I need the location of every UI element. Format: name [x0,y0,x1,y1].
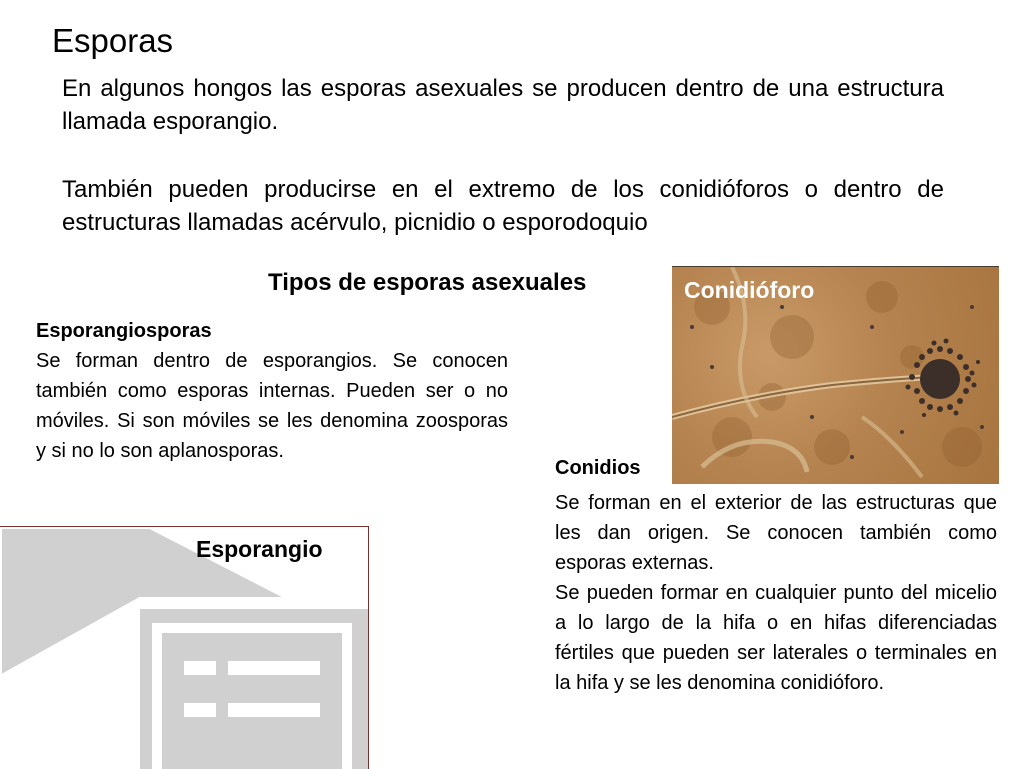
conidios-body [555,488,997,698]
conidios-heading: Conidios [555,457,641,479]
conidios-body-part1: Se forman en el exterior de las estructuras que les dan origen. Se conocen también como esporas externas. [555,492,997,574]
conidios-body-part2: Se pueden formar en cualquier punto del micelio a lo largo de la hifa o en hifas diferenciadas fértiles que pueden ser laterales o terminales en la hifa y se les denomina conidióforo. [555,582,997,694]
second-paragraph: También pueden producirse en el extremo de los conidióforos o dentro de estructuras llamadas acérvulo, picnidio o esporodoquio [62,176,944,236]
esporangiosporas-body: Se forman dentro de esporangios. Se conocen también como esporas internas. Pueden ser o no móviles. Si son móviles se les denomina zoosporas y si no lo son aplanosporas. [36,350,508,462]
intro-paragraph: En algunos hongos las esporas asexuales se producen dentro de una estructura llamada esporangio. [62,75,944,135]
esporangiosporas-heading: Esporangiosporas [36,320,212,342]
image-placeholder-icon [0,527,368,769]
esporangio-label: Esporangio [196,536,323,562]
slide-title: Esporas [52,22,174,59]
conidioforo-label: Conidióforo [684,277,815,303]
section-subtitle: Tipos de esporas asexuales [268,269,587,296]
